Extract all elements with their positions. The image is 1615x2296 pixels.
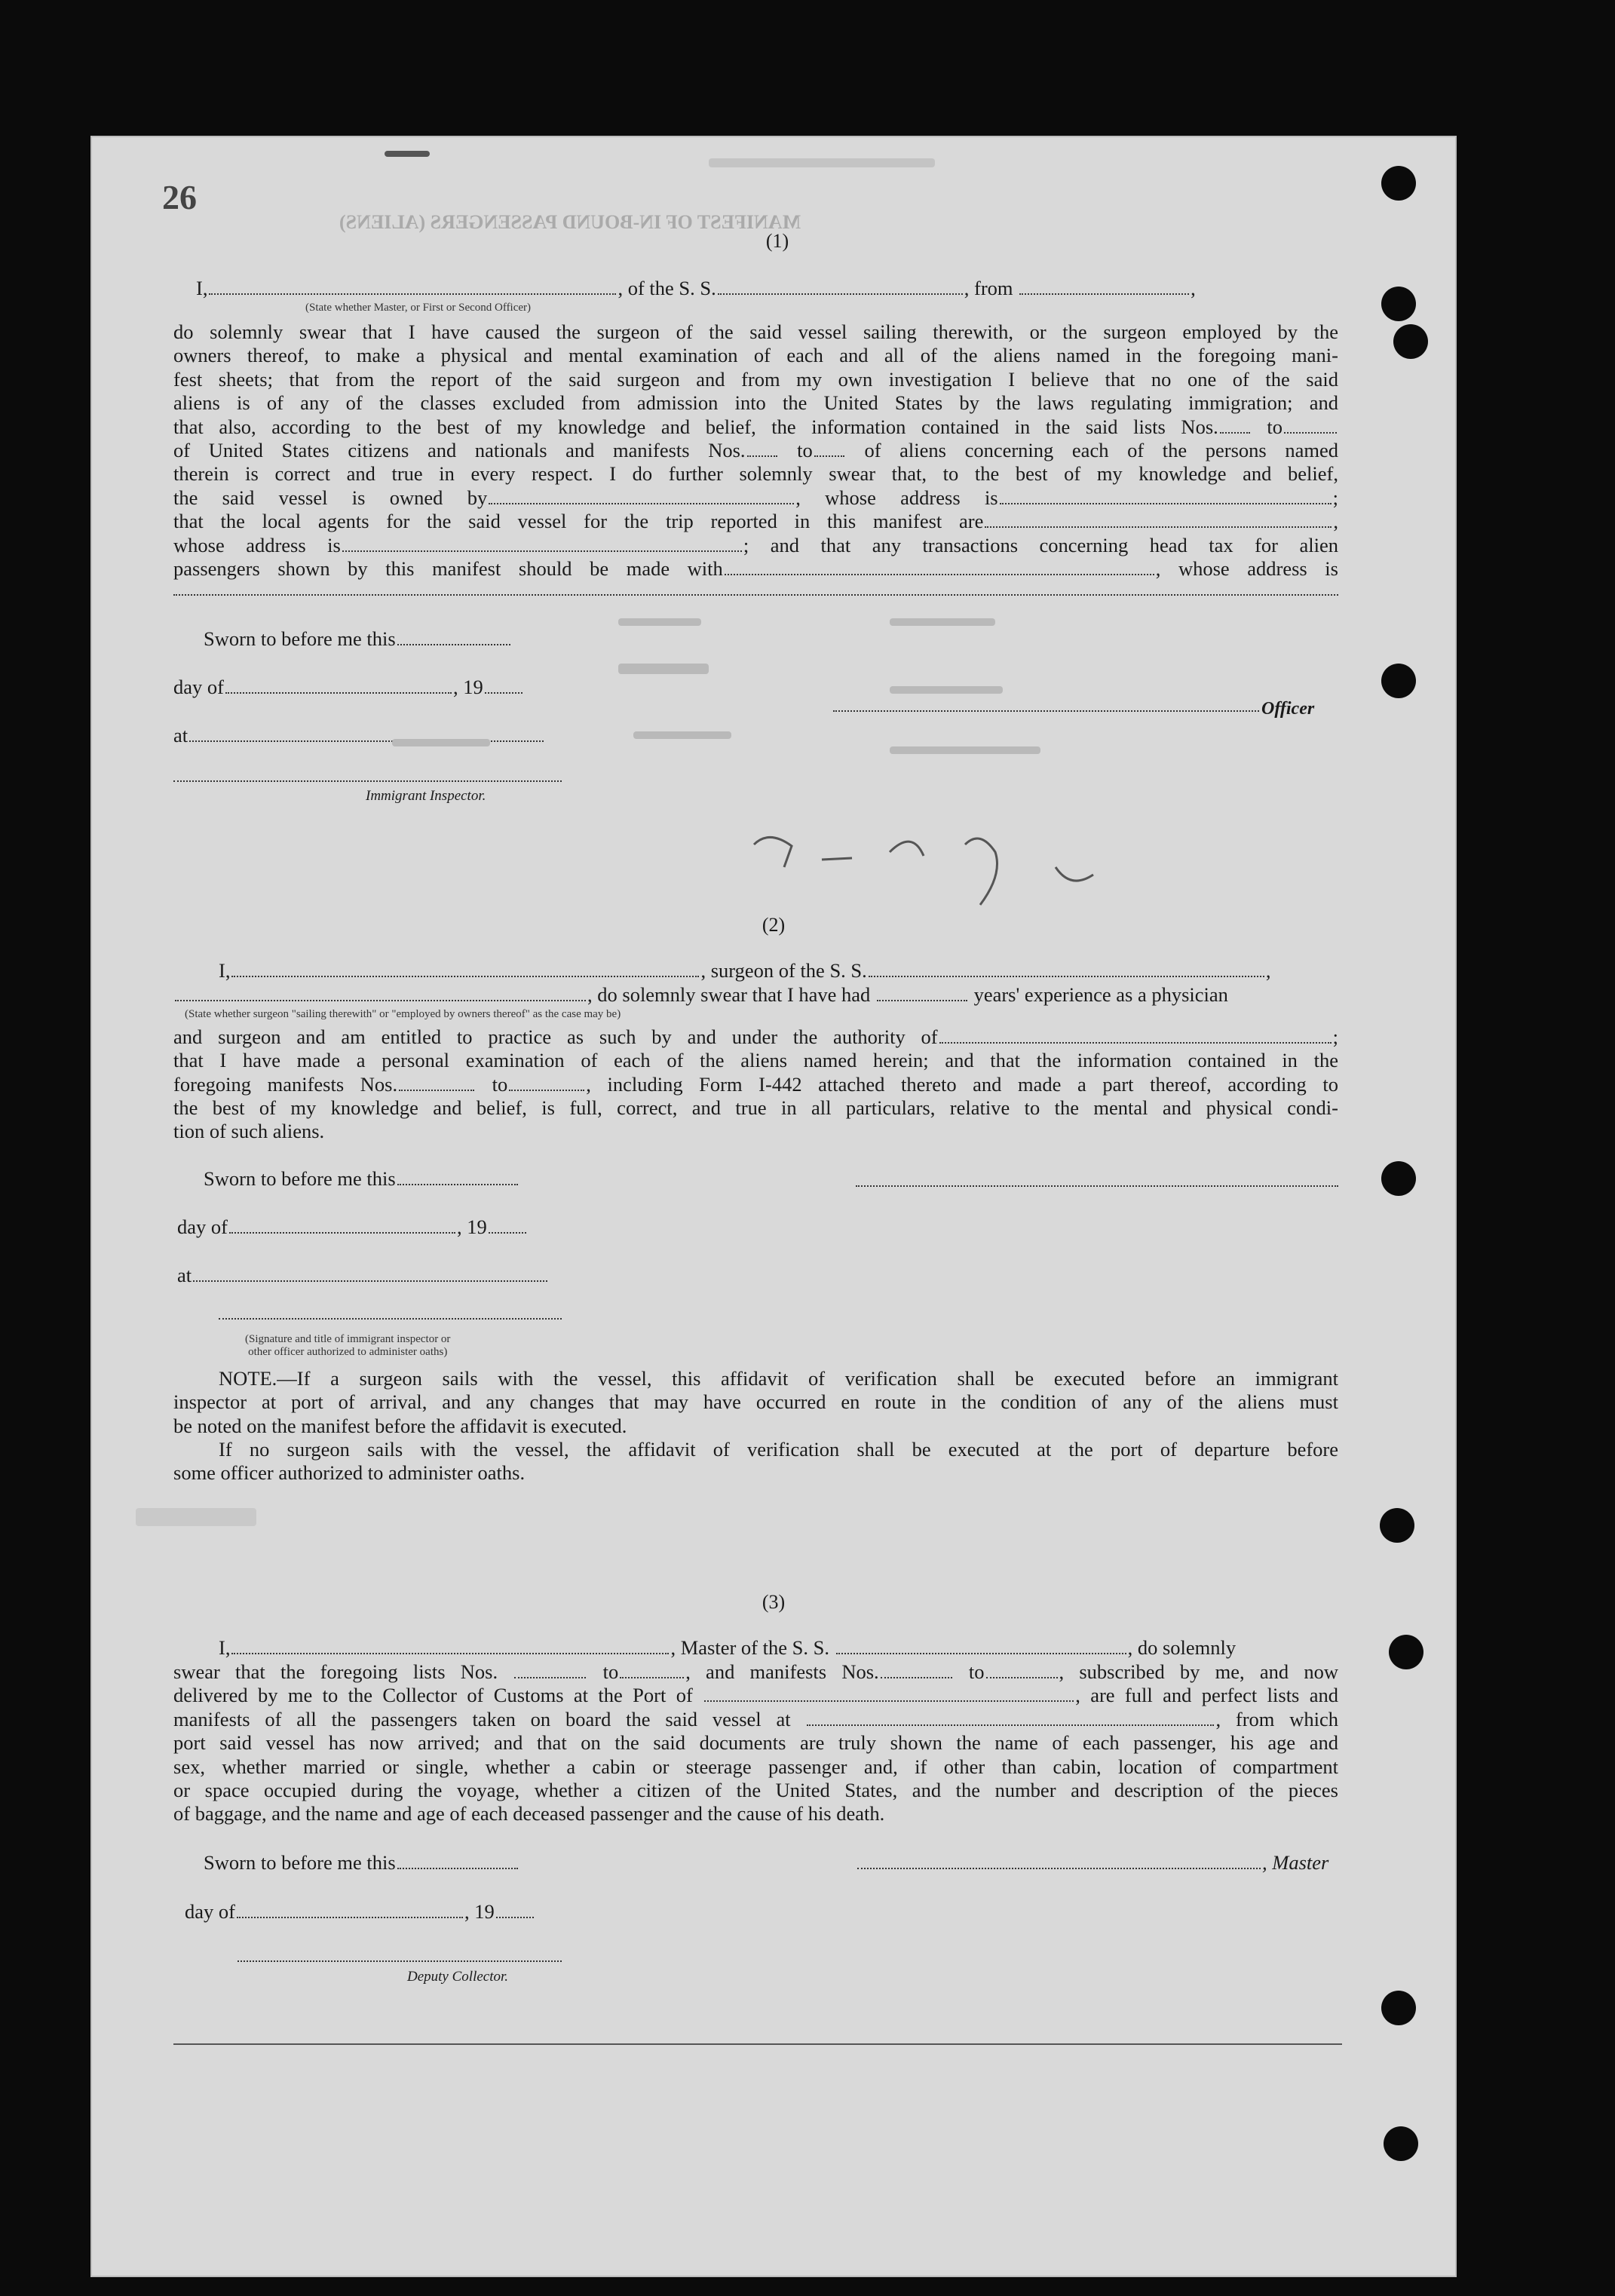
section-3-line-1: I, , Master of the S. S. , do solemnly xyxy=(219,1636,1237,1659)
bleed-through-mark xyxy=(709,158,935,167)
punch-hole xyxy=(1384,2126,1418,2161)
signature-title-note: (Signature and title of immigrant inspector or other officer authorized to administer oaths) xyxy=(245,1333,451,1358)
inspector-signature-blank-2 xyxy=(219,1318,562,1320)
section-2-line-2: , do solemnly swear that I have had years' experience as a physician xyxy=(173,983,1228,1007)
section-3-sworn: Sworn to before me this xyxy=(204,1851,519,1875)
punch-hole xyxy=(1381,1991,1416,2025)
section-1-paragraph: do solemnly swear that I have caused the surgeon of the said vessel sailing therewith, or the surgeon employed by the owners thereof, to make a physical and mental examination of each and all of the aliens named in the foregoing mani- fest sheets; that from the report of the said surgeon and from my own investigation I believe that no one of the said aliens is of any of the classes excluded from admission into the United States by the laws regulating immigration; and that also, according to the best of my knowledge and belief, the information contained in the said lists Nos. to of United States citizens and nationals and manifests Nos. to of aliens concerning each of the persons named therein is correct and true in every respect. I do further solemnly swear that, to the best of my knowledge and belief, the said vessel is owned by , whose address is ; that the local agents for the said vessel for the trip reported in this manifest are , whose address is ; and that any transactions concerning head tax for alien passengers shown by this manifest should be made with , whose address is xyxy=(173,320,1339,581)
bottom-rule xyxy=(173,2043,1342,2045)
deputy-collector-label: Deputy Collector. xyxy=(407,1969,509,1985)
section-3-paragraph: swear that the foregoing lists Nos. to , and manifests Nos. to , subscribed by me, and now delivered by me to the Collector of Customs at the Port of , are full and perfect lists and manifests of all the passengers taken on board the said vessel at , from which port said vessel has now arrived; and that on the said documents are truly shown the name of each passenger, his age and sex, whether married or single, whether a cabin or steerage passenger and, if other than cabin, location of compartment or space occupied during the voyage, whether a citizen of the United States, and the number and description of the pieces xyxy=(173,1660,1339,1802)
punch-hole xyxy=(1381,287,1416,321)
bleed-through-mark xyxy=(890,746,1040,754)
section-1-at: at xyxy=(173,724,545,747)
bleed-through-mark xyxy=(890,686,1003,694)
section-2-note: NOTE.—If a surgeon sails with the vessel, this affidavit of verification shall be executed before an immigrant inspector at port of arrival, and any changes that may have occurred en route in the condition of any of the aliens must xyxy=(173,1367,1338,1414)
section-2-paragraph: and surgeon and am entitled to practice as such by and under the authority of ; that I have made a personal examination of each of the aliens named herein; and that the information contained in the foregoing manifests Nos. to , including Form I-442 attached thereto and made a part thereof, according to the best of my knowledge and belief, is full, correct, and true in all particulars, relative to the mental and physical condi- xyxy=(173,1025,1338,1120)
immigrant-inspector-label: Immigrant Inspector. xyxy=(366,788,486,804)
section-2-note-2: If no surgeon sails with the vessel, the affidavit of verification shall be executed at the port of departure before xyxy=(219,1438,1338,1461)
section-3-paragraph-end: of baggage, and the name and age of each deceased passenger and the cause of his death. xyxy=(173,1802,885,1825)
bleed-through-header: MANIFEST OF IN-BOUND PASSENGERS (ALIENS) xyxy=(339,211,801,233)
bleed-through-mark xyxy=(385,151,430,157)
punch-hole xyxy=(1381,664,1416,698)
section-1-sworn: Sworn to before me this xyxy=(204,627,512,651)
section-2-paragraph-end: tion of such aliens. xyxy=(173,1120,325,1142)
bleed-through-mark xyxy=(618,664,709,674)
officer-signature-blank xyxy=(833,710,1259,712)
section-3-master: , Master xyxy=(856,1851,1328,1875)
punch-hole xyxy=(1381,1161,1416,1196)
surgeon-signature-blank xyxy=(856,1185,1338,1187)
master-officer-note: (State whether Master, or First or Second Officer) xyxy=(305,302,532,314)
section-2-at: at xyxy=(177,1264,549,1287)
bleed-through-mark xyxy=(136,1508,256,1526)
bleed-through-mark xyxy=(392,739,490,746)
surgeon-note: (State whether surgeon "sailing therewith" or "employed by owners thereof" as the case may be) xyxy=(185,1008,621,1020)
punch-hole xyxy=(1389,1635,1423,1669)
section-2-number: (2) xyxy=(762,914,786,936)
section-2-note-end: be noted on the manifest before the affidavit is executed. xyxy=(173,1415,627,1437)
section-1-number: (1) xyxy=(765,230,789,252)
deputy-signature-blank xyxy=(238,1960,562,1962)
section-2-line-1: I, , surgeon of the S. S. , xyxy=(219,959,1271,982)
bleed-through-mark xyxy=(618,618,701,626)
manifest-page xyxy=(90,136,1457,2277)
bleed-through-mark xyxy=(890,618,995,626)
inspector-signature-blank xyxy=(173,780,562,782)
address-blank xyxy=(173,594,1338,596)
punch-hole xyxy=(1393,324,1428,359)
officer-label: Officer xyxy=(1261,699,1315,719)
punch-hole xyxy=(1380,1508,1414,1543)
section-1-day-of: day of , 19 xyxy=(173,676,524,699)
bleed-through-mark xyxy=(633,731,731,739)
section-2-day-of: day of , 19 xyxy=(177,1215,528,1239)
section-2-sworn: Sworn to before me this xyxy=(204,1167,519,1191)
page-number: 26 xyxy=(162,178,197,216)
section-3-number: (3) xyxy=(762,1591,786,1613)
section-1-line-1: I, , of the S. S. , from , xyxy=(196,277,1196,299)
section-3-day-of: day of , 19 xyxy=(185,1900,535,1924)
section-2-note-2-end: some officer authorized to administer oaths. xyxy=(173,1461,526,1484)
punch-hole xyxy=(1381,166,1416,201)
